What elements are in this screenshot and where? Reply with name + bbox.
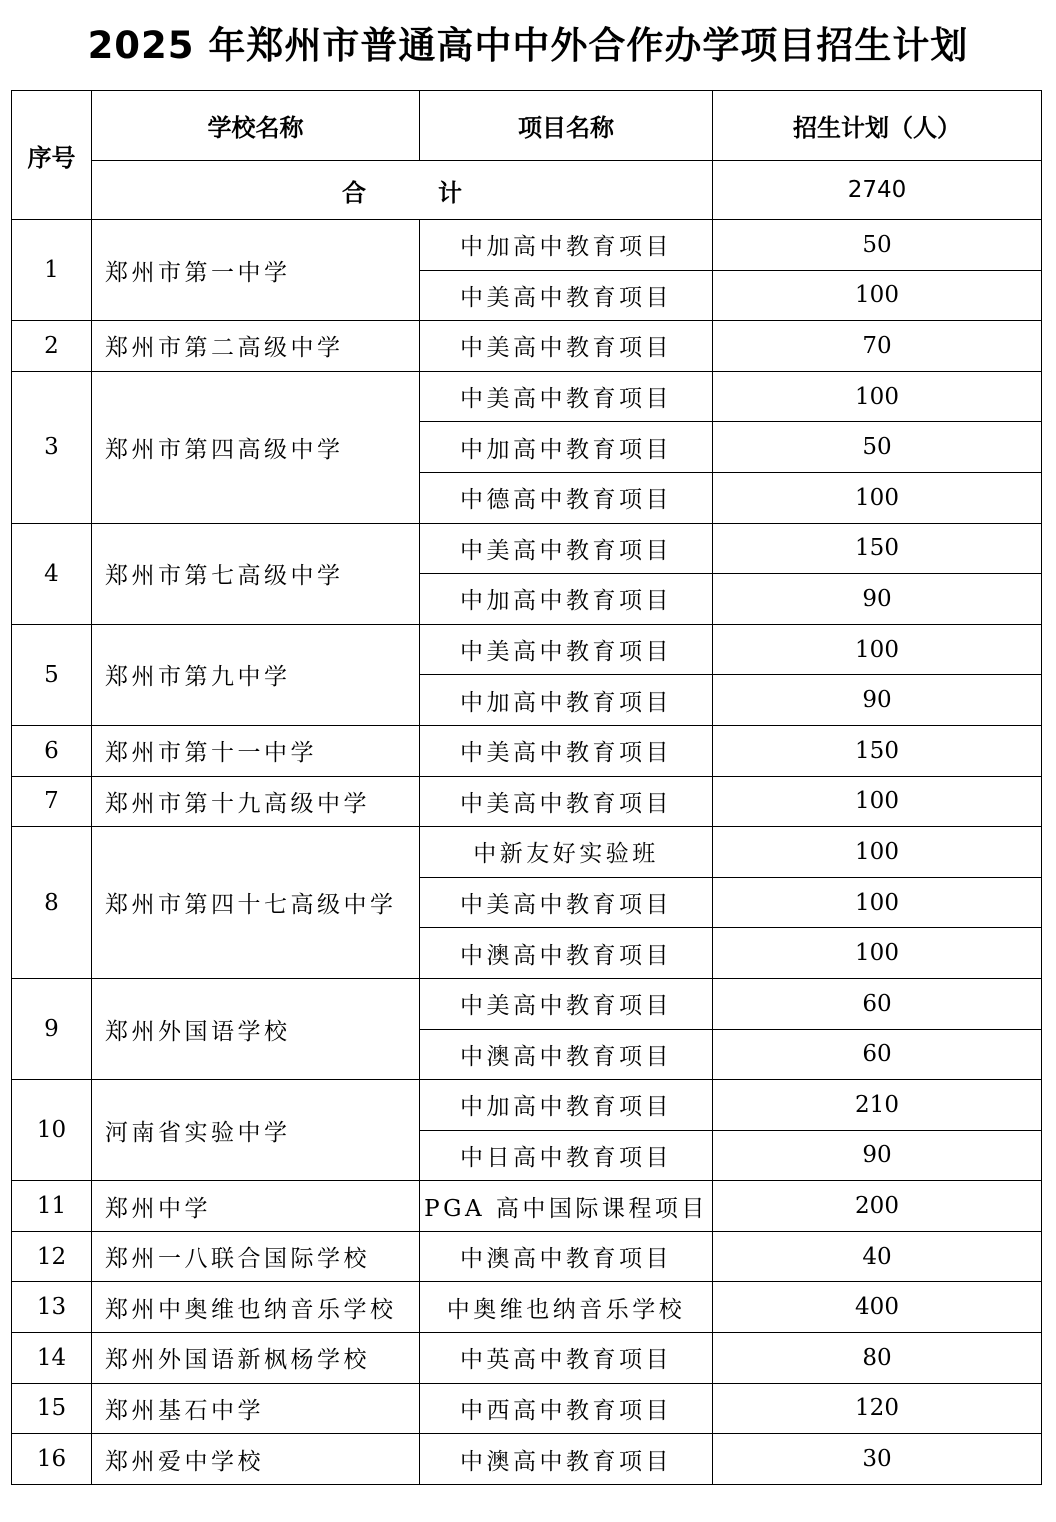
table-row [12, 321, 1042, 372]
school-name: 河南省实验中学 [92, 1080, 420, 1181]
table-body [12, 91, 1042, 1485]
enrollment-count: 100 [713, 827, 1042, 878]
project-name: 中澳高中教育项目 [420, 1231, 713, 1282]
school-name: 郑州一八联合国际学校 [92, 1231, 420, 1282]
header-seq: 序号 [12, 91, 92, 220]
row-seq: 12 [12, 1231, 92, 1282]
school-name: 郑州市第七高级中学 [92, 523, 420, 624]
enrollment-count: 100 [713, 624, 1042, 675]
table-row [12, 371, 1042, 422]
enrollment-count: 40 [713, 1231, 1042, 1282]
page-title: 2025 年郑州市普通高中中外合作办学项目招生计划 [87, 24, 969, 67]
row-seq: 1 [12, 220, 92, 321]
row-seq: 7 [12, 776, 92, 827]
enrollment-count: 150 [713, 523, 1042, 574]
project-name: 中澳高中教育项目 [420, 1434, 713, 1485]
project-name: 中加高中教育项目 [420, 675, 713, 726]
table-row [12, 1181, 1042, 1232]
enrollment-count: 200 [713, 1181, 1042, 1232]
project-name: 中加高中教育项目 [420, 422, 713, 473]
project-name: 中美高中教育项目 [420, 371, 713, 422]
header-row [12, 91, 1042, 161]
enrollment-table [11, 90, 1042, 1485]
row-seq: 2 [12, 321, 92, 372]
enrollment-count: 60 [713, 978, 1042, 1029]
project-name: 中加高中教育项目 [420, 574, 713, 625]
enrollment-count: 90 [713, 1130, 1042, 1181]
row-seq: 9 [12, 978, 92, 1079]
table-row [12, 776, 1042, 827]
project-name: 中澳高中教育项目 [420, 928, 713, 979]
header-school: 学校名称 [92, 91, 420, 161]
school-name: 郑州中学 [92, 1181, 420, 1232]
school-name: 郑州外国语新枫杨学校 [92, 1333, 420, 1384]
project-name: 中加高中教育项目 [420, 1080, 713, 1131]
row-seq: 13 [12, 1282, 92, 1333]
total-value: 2740 [713, 161, 1042, 220]
table-row [12, 978, 1042, 1029]
row-seq: 6 [12, 725, 92, 776]
table-row [12, 1333, 1042, 1384]
row-seq: 16 [12, 1434, 92, 1485]
project-name: 中新友好实验班 [420, 827, 713, 878]
header-project: 项目名称 [420, 91, 713, 161]
total-label: 合 计 [92, 161, 713, 220]
row-seq: 8 [12, 827, 92, 979]
project-name: 中美高中教育项目 [420, 978, 713, 1029]
project-name: 中美高中教育项目 [420, 725, 713, 776]
enrollment-count: 80 [713, 1333, 1042, 1384]
enrollment-count: 50 [713, 422, 1042, 473]
project-name: 中西高中教育项目 [420, 1383, 713, 1434]
school-name: 郑州外国语学校 [92, 978, 420, 1079]
row-seq: 14 [12, 1333, 92, 1384]
project-name: 中加高中教育项目 [420, 220, 713, 271]
enrollment-count: 400 [713, 1282, 1042, 1333]
enrollment-count: 30 [713, 1434, 1042, 1485]
table-row [12, 624, 1042, 675]
project-name: 中美高中教育项目 [420, 523, 713, 574]
table-row [12, 1080, 1042, 1131]
row-seq: 5 [12, 624, 92, 725]
school-name: 郑州市第二高级中学 [92, 321, 420, 372]
school-name: 郑州市第四高级中学 [92, 371, 420, 523]
project-name: 中美高中教育项目 [420, 270, 713, 321]
project-name: 中澳高中教育项目 [420, 1029, 713, 1080]
row-seq: 11 [12, 1181, 92, 1232]
project-name: PGA 高中国际课程项目 [420, 1181, 713, 1232]
row-seq: 10 [12, 1080, 92, 1181]
enrollment-count: 100 [713, 877, 1042, 928]
school-name: 郑州市第一中学 [92, 220, 420, 321]
enrollment-count: 90 [713, 675, 1042, 726]
school-name: 郑州基石中学 [92, 1383, 420, 1434]
row-seq: 15 [12, 1383, 92, 1434]
project-name: 中美高中教育项目 [420, 321, 713, 372]
project-name: 中美高中教育项目 [420, 624, 713, 675]
school-name: 郑州爱中学校 [92, 1434, 420, 1485]
total-row [12, 161, 1042, 220]
enrollment-count: 100 [713, 928, 1042, 979]
school-name: 郑州中奥维也纳音乐学校 [92, 1282, 420, 1333]
school-name: 郑州市第十九高级中学 [92, 776, 420, 827]
enrollment-count: 150 [713, 725, 1042, 776]
project-name: 中奥维也纳音乐学校 [420, 1282, 713, 1333]
row-seq: 3 [12, 371, 92, 523]
enrollment-count: 100 [713, 270, 1042, 321]
school-name: 郑州市第九中学 [92, 624, 420, 725]
enrollment-count: 100 [713, 776, 1042, 827]
enrollment-count: 90 [713, 574, 1042, 625]
school-name: 郑州市第四十七高级中学 [92, 827, 420, 979]
table-row [12, 1231, 1042, 1282]
table-row [12, 1383, 1042, 1434]
enrollment-count: 100 [713, 371, 1042, 422]
table-row [12, 1434, 1042, 1485]
project-name: 中德高中教育项目 [420, 472, 713, 523]
table-row [12, 725, 1042, 776]
enrollment-count: 70 [713, 321, 1042, 372]
header-plan: 招生计划（人） [713, 91, 1042, 161]
table-row [12, 827, 1042, 878]
table-row [12, 523, 1042, 574]
school-name: 郑州市第十一中学 [92, 725, 420, 776]
enrollment-count: 100 [713, 472, 1042, 523]
enrollment-count: 120 [713, 1383, 1042, 1434]
row-seq: 4 [12, 523, 92, 624]
project-name: 中美高中教育项目 [420, 776, 713, 827]
project-name: 中日高中教育项目 [420, 1130, 713, 1181]
enrollment-count: 210 [713, 1080, 1042, 1131]
enrollment-count: 60 [713, 1029, 1042, 1080]
table-row [12, 220, 1042, 271]
project-name: 中美高中教育项目 [420, 877, 713, 928]
table-row [12, 1282, 1042, 1333]
enrollment-count: 50 [713, 220, 1042, 271]
project-name: 中英高中教育项目 [420, 1333, 713, 1384]
